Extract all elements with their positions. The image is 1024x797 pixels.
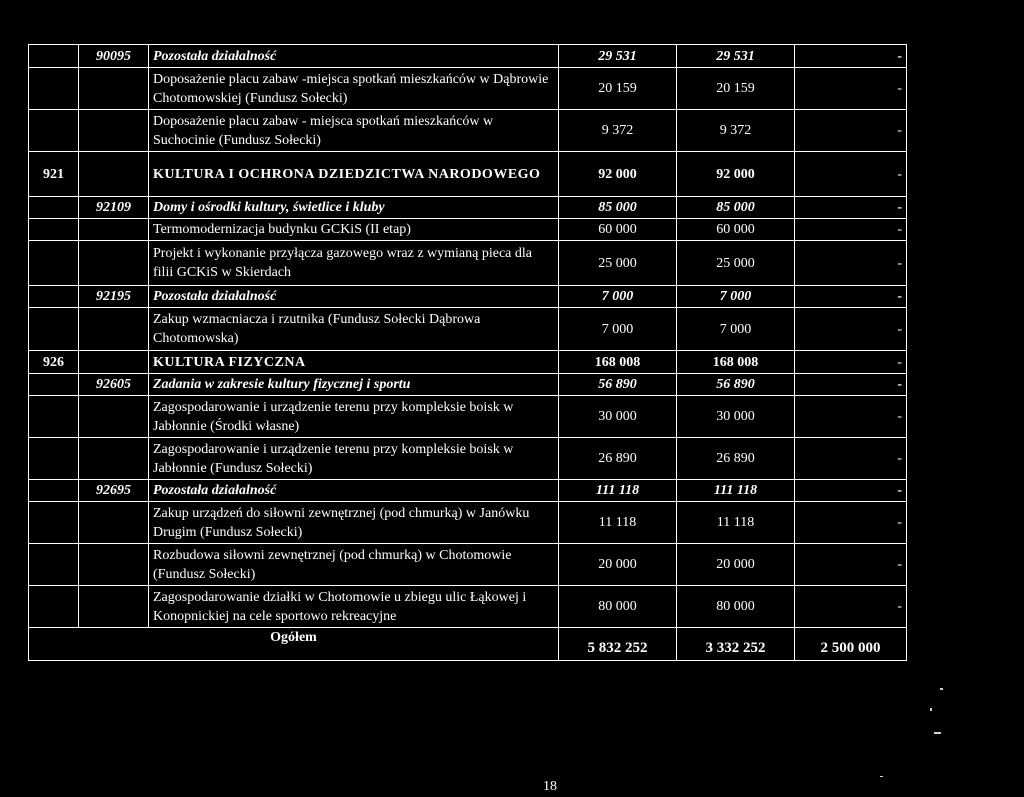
table-row	[29, 241, 907, 286]
dzial-cell	[29, 219, 79, 241]
name-cell: Domy i ośrodki kultury, świetlice i kluby	[149, 197, 559, 219]
dzial-cell: 921	[29, 152, 79, 197]
dzial-cell	[29, 110, 79, 152]
dzial-cell	[29, 197, 79, 219]
dzial-cell	[29, 502, 79, 544]
table-row	[29, 396, 907, 438]
value-cell-3: -	[795, 219, 907, 241]
name-cell: Doposażenie placu zabaw -miejsca spotkań mieszkańców w Dąbrowie Chotomowskiej (Fundusz Sołecki)	[149, 68, 559, 110]
value-cell-2: 85 000	[677, 197, 795, 219]
value-cell-1: 85 000	[559, 197, 677, 219]
name-cell: Pozostała działalność	[149, 480, 559, 502]
value-cell-3: -	[795, 152, 907, 197]
value-cell-3: -	[795, 45, 907, 68]
rozdzial-cell	[79, 68, 149, 110]
value-cell-3: -	[795, 438, 907, 480]
value-cell-2: 11 118	[677, 502, 795, 544]
rozdzial-cell	[79, 544, 149, 586]
total-label: Ogółem	[29, 628, 559, 661]
value-cell-1: 80 000	[559, 586, 677, 628]
value-cell-2: 25 000	[677, 241, 795, 286]
value-cell-1: 92 000	[559, 152, 677, 197]
rozdzial-cell	[79, 586, 149, 628]
value-cell-3: -	[795, 480, 907, 502]
rozdzial-cell	[79, 241, 149, 286]
value-cell-1: 7 000	[559, 308, 677, 351]
dzial-cell	[29, 396, 79, 438]
dzial-cell	[29, 544, 79, 586]
scan-speck	[934, 732, 941, 734]
value-cell-1: 111 118	[559, 480, 677, 502]
scan-speck	[940, 688, 943, 690]
table-row	[29, 586, 907, 628]
rozdzial-cell	[79, 152, 149, 197]
total-value-2: 3 332 252	[677, 628, 795, 661]
rozdzial-cell	[79, 308, 149, 351]
dzial-cell	[29, 241, 79, 286]
name-cell: Pozostała działalność	[149, 286, 559, 308]
value-cell-1: 11 118	[559, 502, 677, 544]
name-cell: Zadania w zakresie kultury fizycznej i sportu	[149, 374, 559, 396]
table-row	[29, 374, 907, 396]
rozdzial-cell	[79, 219, 149, 241]
rozdzial-cell	[79, 438, 149, 480]
value-cell-3: -	[795, 286, 907, 308]
value-cell-1: 30 000	[559, 396, 677, 438]
rozdzial-cell	[79, 110, 149, 152]
value-cell-1: 9 372	[559, 110, 677, 152]
dzial-cell	[29, 480, 79, 502]
value-cell-2: 20 159	[677, 68, 795, 110]
table-row	[29, 480, 907, 502]
name-cell: KULTURA FIZYCZNA	[149, 351, 559, 374]
table-row	[29, 286, 907, 308]
name-cell: Doposażenie placu zabaw - miejsca spotkań mieszkańców w Suchocinie (Fundusz Sołecki)	[149, 110, 559, 152]
value-cell-2: 60 000	[677, 219, 795, 241]
value-cell-2: 26 890	[677, 438, 795, 480]
table-row	[29, 68, 907, 110]
name-cell: Pozostała działalność	[149, 45, 559, 68]
scan-speck	[880, 776, 883, 777]
dzial-cell	[29, 308, 79, 351]
value-cell-2: 9 372	[677, 110, 795, 152]
value-cell-1: 20 000	[559, 544, 677, 586]
value-cell-2: 7 000	[677, 308, 795, 351]
dzial-cell	[29, 438, 79, 480]
rozdzial-cell: 90095	[79, 45, 149, 68]
page-number: 18	[543, 779, 557, 794]
name-cell: Termomodernizacja budynku GCKiS (II etap)	[149, 219, 559, 241]
value-cell-3: -	[795, 586, 907, 628]
value-cell-1: 26 890	[559, 438, 677, 480]
value-cell-2: 92 000	[677, 152, 795, 197]
scan-speck	[930, 708, 932, 711]
value-cell-2: 20 000	[677, 544, 795, 586]
value-cell-3: -	[795, 544, 907, 586]
rozdzial-cell	[79, 502, 149, 544]
value-cell-1: 60 000	[559, 219, 677, 241]
value-cell-2: 29 531	[677, 45, 795, 68]
value-cell-3: -	[795, 197, 907, 219]
name-cell: Zagospodarowanie i urządzenie terenu przy kompleksie boisk w Jabłonnie (Środki własne)	[149, 396, 559, 438]
budget-table	[28, 44, 907, 661]
value-cell-2: 7 000	[677, 286, 795, 308]
name-cell: Zakup urządzeń do siłowni zewnętrznej (pod chmurką) w Janówku Drugim (Fundusz Sołecki)	[149, 502, 559, 544]
value-cell-3: -	[795, 351, 907, 374]
value-cell-1: 25 000	[559, 241, 677, 286]
value-cell-3: -	[795, 502, 907, 544]
rozdzial-cell: 92109	[79, 197, 149, 219]
total-value-1: 5 832 252	[559, 628, 677, 661]
value-cell-1: 56 890	[559, 374, 677, 396]
value-cell-1: 168 008	[559, 351, 677, 374]
table-row	[29, 152, 907, 197]
table-row	[29, 502, 907, 544]
value-cell-3: -	[795, 374, 907, 396]
value-cell-2: 30 000	[677, 396, 795, 438]
value-cell-1: 7 000	[559, 286, 677, 308]
value-cell-3: -	[795, 110, 907, 152]
table-row	[29, 308, 907, 351]
dzial-cell	[29, 286, 79, 308]
total-value-3: 2 500 000	[795, 628, 907, 661]
value-cell-2: 56 890	[677, 374, 795, 396]
table-row	[29, 110, 907, 152]
dzial-cell	[29, 374, 79, 396]
table-row	[29, 197, 907, 219]
total-row	[29, 628, 907, 661]
rozdzial-cell: 92695	[79, 480, 149, 502]
dzial-cell	[29, 45, 79, 68]
rozdzial-cell	[79, 396, 149, 438]
value-cell-3: -	[795, 308, 907, 351]
name-cell: Zagospodarowanie działki w Chotomowie u zbiegu ulic Łąkowej i Konopnickiej na cele sportowo rekreacyjne	[149, 586, 559, 628]
value-cell-2: 168 008	[677, 351, 795, 374]
name-cell: Rozbudowa siłowni zewnętrznej (pod chmurką) w Chotomowie (Fundusz Sołecki)	[149, 544, 559, 586]
name-cell: KULTURA I OCHRONA DZIEDZICTWA NARODOWEGO	[149, 152, 559, 197]
name-cell: Projekt i wykonanie przyłącza gazowego wraz z wymianą pieca dla filii GCKiS w Skierdach	[149, 241, 559, 286]
table-row	[29, 544, 907, 586]
value-cell-1: 29 531	[559, 45, 677, 68]
table-row	[29, 45, 907, 68]
dzial-cell: 926	[29, 351, 79, 374]
rozdzial-cell	[79, 351, 149, 374]
dzial-cell	[29, 68, 79, 110]
value-cell-1: 20 159	[559, 68, 677, 110]
value-cell-3: -	[795, 241, 907, 286]
name-cell: Zakup wzmacniacza i rzutnika (Fundusz Sołecki Dąbrowa Chotomowska)	[149, 308, 559, 351]
value-cell-3: -	[795, 396, 907, 438]
table-row	[29, 351, 907, 374]
value-cell-2: 80 000	[677, 586, 795, 628]
table-row	[29, 219, 907, 241]
rozdzial-cell: 92605	[79, 374, 149, 396]
rozdzial-cell: 92195	[79, 286, 149, 308]
dzial-cell	[29, 586, 79, 628]
name-cell: Zagospodarowanie i urządzenie terenu przy kompleksie boisk w Jabłonnie (Fundusz Sołecki)	[149, 438, 559, 480]
table-row	[29, 438, 907, 480]
value-cell-3: -	[795, 68, 907, 110]
value-cell-2: 111 118	[677, 480, 795, 502]
